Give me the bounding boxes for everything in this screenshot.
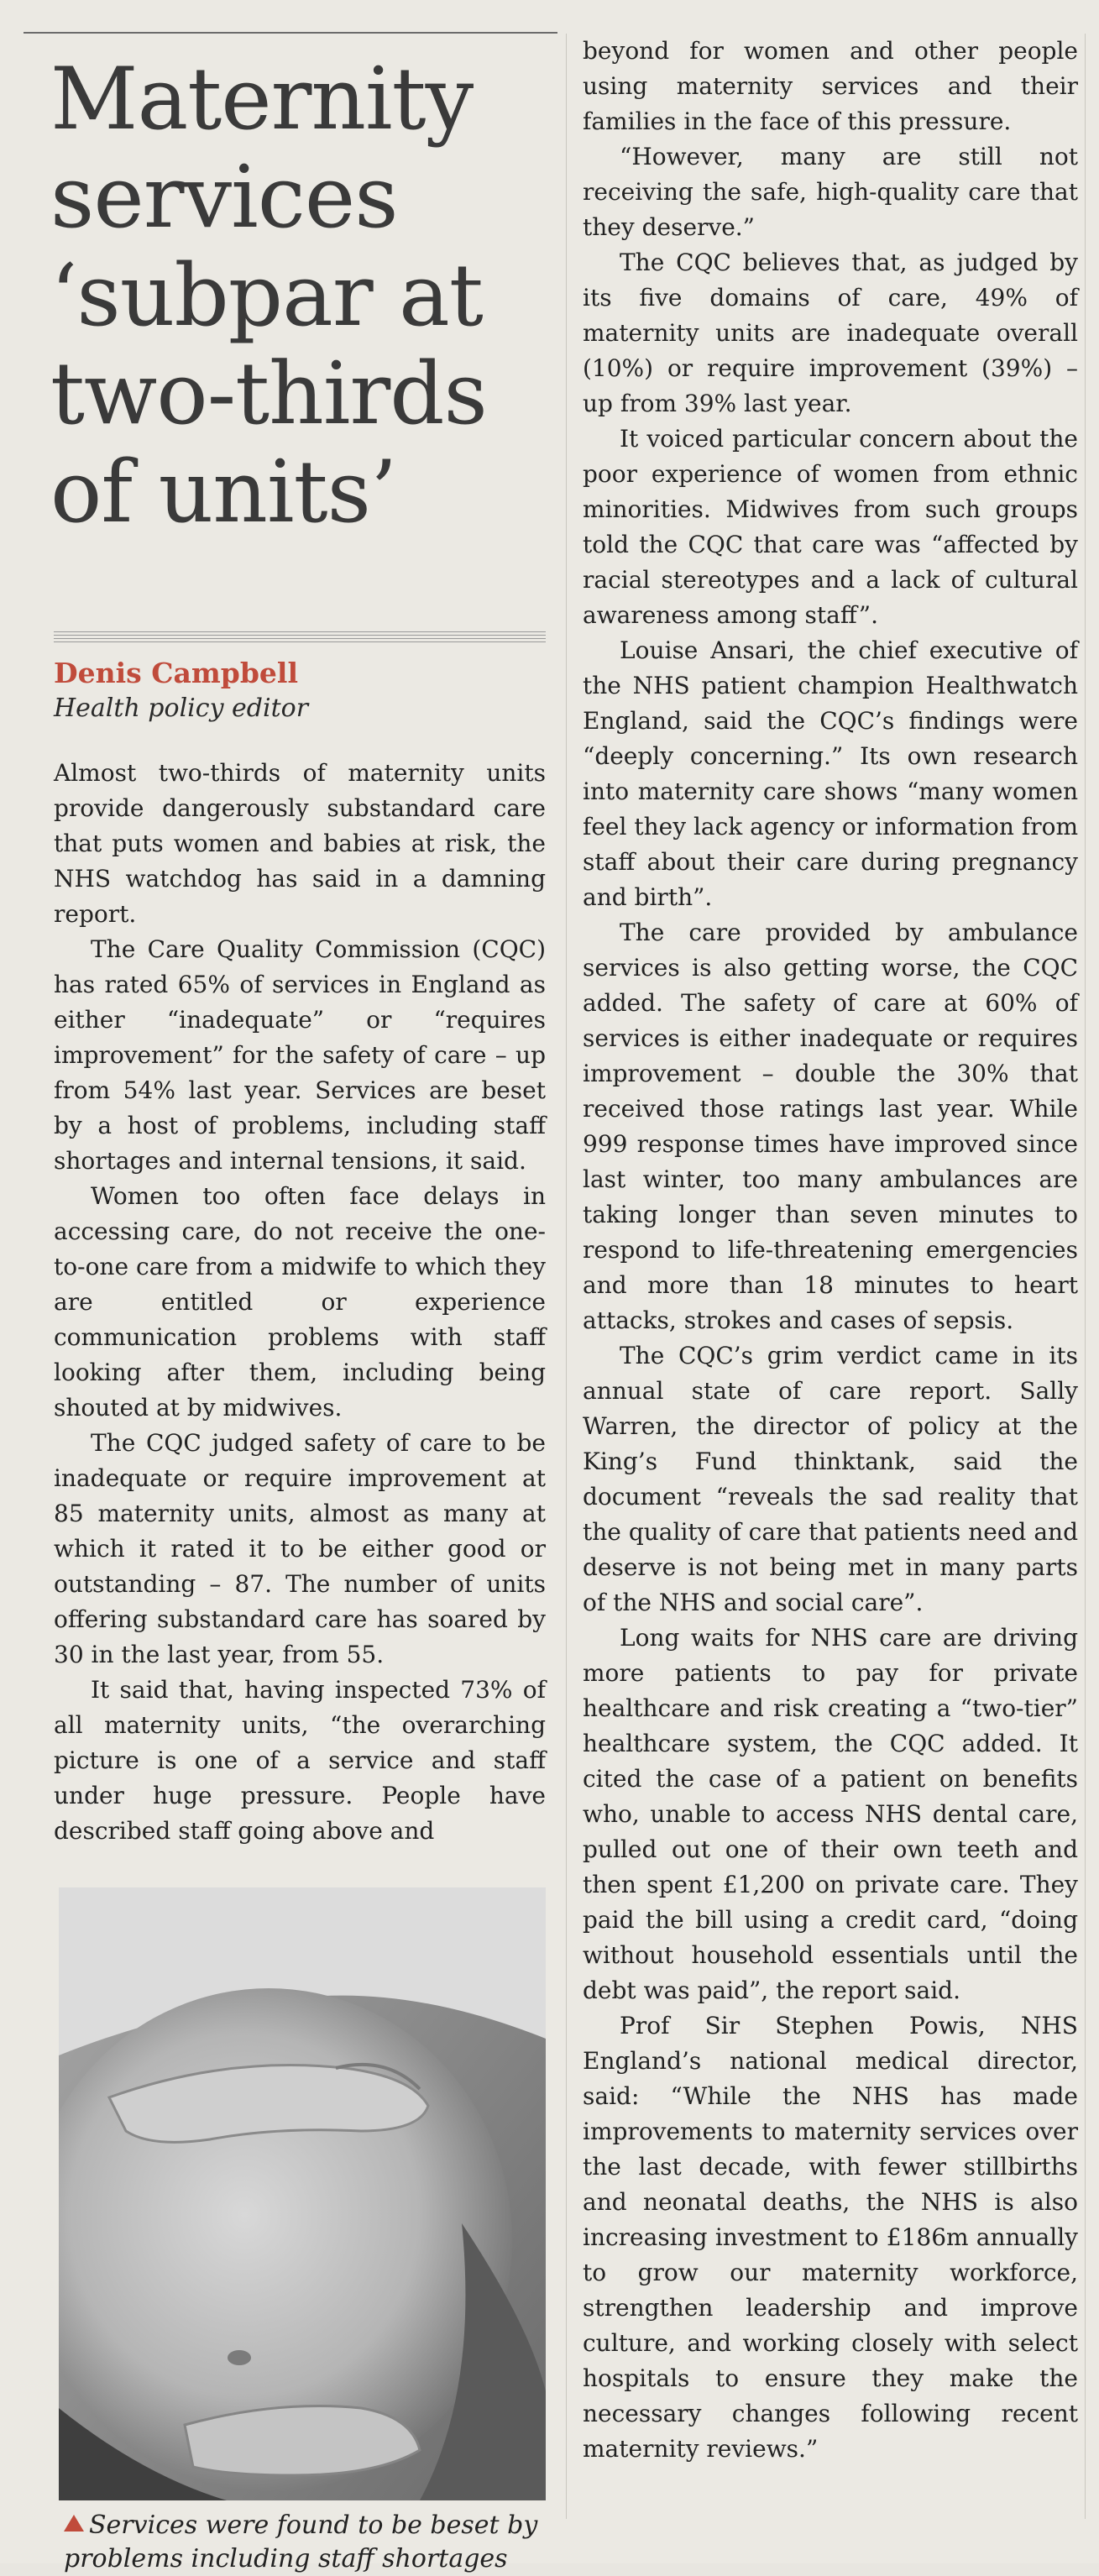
- byline-rule: [54, 631, 546, 643]
- paragraph: The care provided by ambulance services is also getting worse, the CQC added. The safety of care at 60% of services is either inadequate or requires improvement – double the 30% that received those ratings last year. While 999 response times have improved since last winter, too many ambulances are taking longer than seven minutes to respond to life-threatening emergencies and more than 18 minutes to heart attacks, strokes and cases of sepsis.: [583, 919, 1078, 1334]
- byline-name: Denis Campbell: [54, 657, 298, 689]
- headline: Maternity services ‘subpar at two-thirds of units’: [50, 50, 487, 542]
- paragraph: It voiced particular concern about the poor experience of women from ethnic minorities. Midwives from such groups told the CQC that care was “affected by racial stereotypes and a lack of cultural awareness among staff”.: [583, 425, 1078, 629]
- article-column-right: [583, 34, 1078, 2467]
- paragraph: Almost two-thirds of maternity units provide dangerously substandard care that puts women and babies at risk, the NHS watchdog has said in a damning report.: [54, 759, 546, 928]
- paragraph: It said that, having inspected 73% of all maternity units, “the overarching picture is one of a service and staff under huge pressure. People have described staff going above and: [54, 1676, 546, 1845]
- paragraph: Louise Ansari, the chief executive of the NHS patient champion Healthwatch England, said the CQC’s findings were “deeply concerning.” Its own research into maternity care shows “many women feel they lack agency or information from staff about their care during pregnancy and birth”.: [583, 636, 1078, 911]
- paragraph: The CQC’s grim verdict came in its annual state of care report. Sally Warren, the director of policy at the King’s Fund thinktank, said the document “reveals the sad reality that the quality of care that patients need and deserve is not being met in many parts of the NHS and social care”.: [583, 1342, 1078, 1616]
- right-edge-rule: [1085, 34, 1086, 2519]
- photo-caption: [64, 2509, 568, 2576]
- pregnancy-photo: [59, 1887, 546, 2500]
- paragraph: “However, many are still not receiving the safe, high-quality care that they deserve.”: [583, 143, 1078, 241]
- paragraph: Women too often face delays in accessing care, do not receive the one-to-one care from a midwife to which they are entitled or experience communication problems with staff looking after them, including being shouted at by midwives.: [54, 1182, 546, 1422]
- byline-role: Health policy editor: [54, 694, 309, 723]
- paragraph: beyond for women and other people using maternity services and their families in the face of this pressure.: [583, 37, 1078, 135]
- paragraph: The CQC believes that, as judged by its five domains of care, 49% of maternity units are inadequate overall (10%) or require improvement (39%) – up from 39% last year.: [583, 249, 1078, 417]
- top-rule: [24, 32, 557, 34]
- column-divider: [566, 34, 567, 2519]
- paragraph: Prof Sir Stephen Powis, NHS England’s national medical director, said: “While the NHS has made improvements to maternity services over the last decade, with fewer stillbirths and neonatal deaths, the NHS is also increasing investment to £186m annually to grow our maternity workforce, strengthen leadership and improve culture, and working closely with select hospitals to ensure they make the necessary changes following recent maternity reviews.”: [583, 2012, 1078, 2463]
- article-column-left: [54, 756, 546, 1849]
- paragraph: The CQC judged safety of care to be inadequate or require improvement at 85 maternity units, almost as many at which it rated it to be either good or outstanding – 87. The number of units offering substandard care has soared by 30 in the last year, from 55.: [54, 1429, 546, 1668]
- paragraph: Long waits for NHS care are driving more patients to pay for private healthcare and risk creating a “two-tier” healthcare system, the CQC added. It cited the case of a patient on benefits who, unable to access NHS dental care, pulled out one of their own teeth and then spent £1,200 on private care. They paid the bill using a credit card, “doing without household essentials until the debt was paid”, the report said.: [583, 1624, 1078, 2004]
- caption-triangle-icon: [64, 2515, 84, 2531]
- caption-text: Services were found to be beset by problems including staff shortages: [64, 2511, 538, 2573]
- paragraph: The Care Quality Commission (CQC) has rated 65% of services in England as either “inadequate” or “requires improvement” for the safety of care – up from 54% last year. Services are beset by a host of problems, including staff shortages and internal tensions, it said.: [54, 935, 546, 1175]
